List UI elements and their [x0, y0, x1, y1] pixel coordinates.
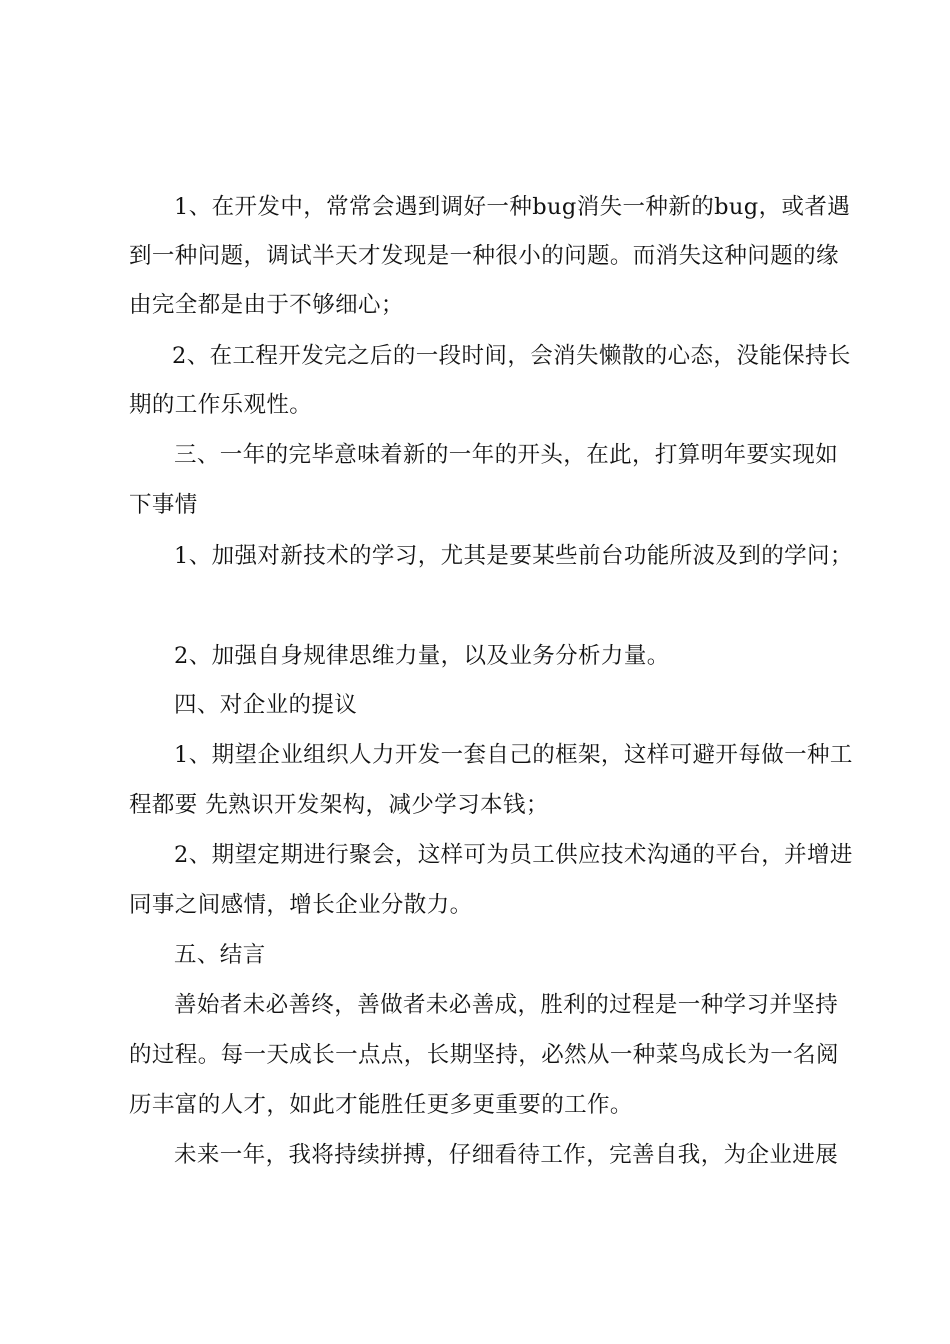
paragraph-line: 1、在开发中，常常会遇到调好一种bug消失一种新的bug，或者遇: [174, 194, 851, 220]
section-heading-line: 三、一年的完毕意味着新的一年的开头，在此，打算明年要实现如: [174, 442, 839, 468]
paragraph-line: 的过程。每一天成长一点点，长期坚持，必然从一种菜鸟成长为一名阅: [129, 1042, 839, 1068]
paragraph-line: 未来一年，我将持续拼搏，仔细看待工作，完善自我，为企业进展: [174, 1142, 839, 1168]
paragraph-line: 1、期望企业组织人力开发一套自己的框架，这样可避开每做一种工: [174, 742, 853, 768]
paragraph-line: 2、加强自身规律思维力量，以及业务分析力量。: [174, 643, 670, 669]
paragraph-line: 到一种问题，调试半天才发现是一种很小的问题。而消失这种问题的缘: [129, 243, 839, 269]
paragraph-line: 2、在工程开发完之后的一段时间，会消失懒散的心态，没能保持长: [172, 343, 851, 369]
paragraph-line: 下事情: [129, 492, 198, 518]
paragraph-line: 历丰富的人才，如此才能胜任更多更重要的工作。: [129, 1092, 633, 1118]
paragraph-line: 由完全都是由于不够细心；: [129, 292, 404, 318]
paragraph-line: 2、期望定期进行聚会，这样可为员工供应技术沟通的平台，并增进: [174, 842, 853, 868]
section-heading: 四、对企业的提议: [174, 692, 358, 718]
paragraph-line: 程都要 先熟识开发架构，减少学习本钱；: [129, 792, 549, 818]
paragraph-line: 同事之间感情，增长企业分散力。: [129, 892, 473, 918]
paragraph-line: 期的工作乐观性。: [129, 392, 313, 418]
paragraph-line: 善始者未必善终，善做者未必善成，胜利的过程是一种学习并坚持: [174, 992, 839, 1018]
paragraph-line: 1、加强对新技术的学习，尤其是要某些前台功能所波及到的学问；: [174, 543, 853, 569]
section-heading: 五、结言: [174, 942, 266, 968]
